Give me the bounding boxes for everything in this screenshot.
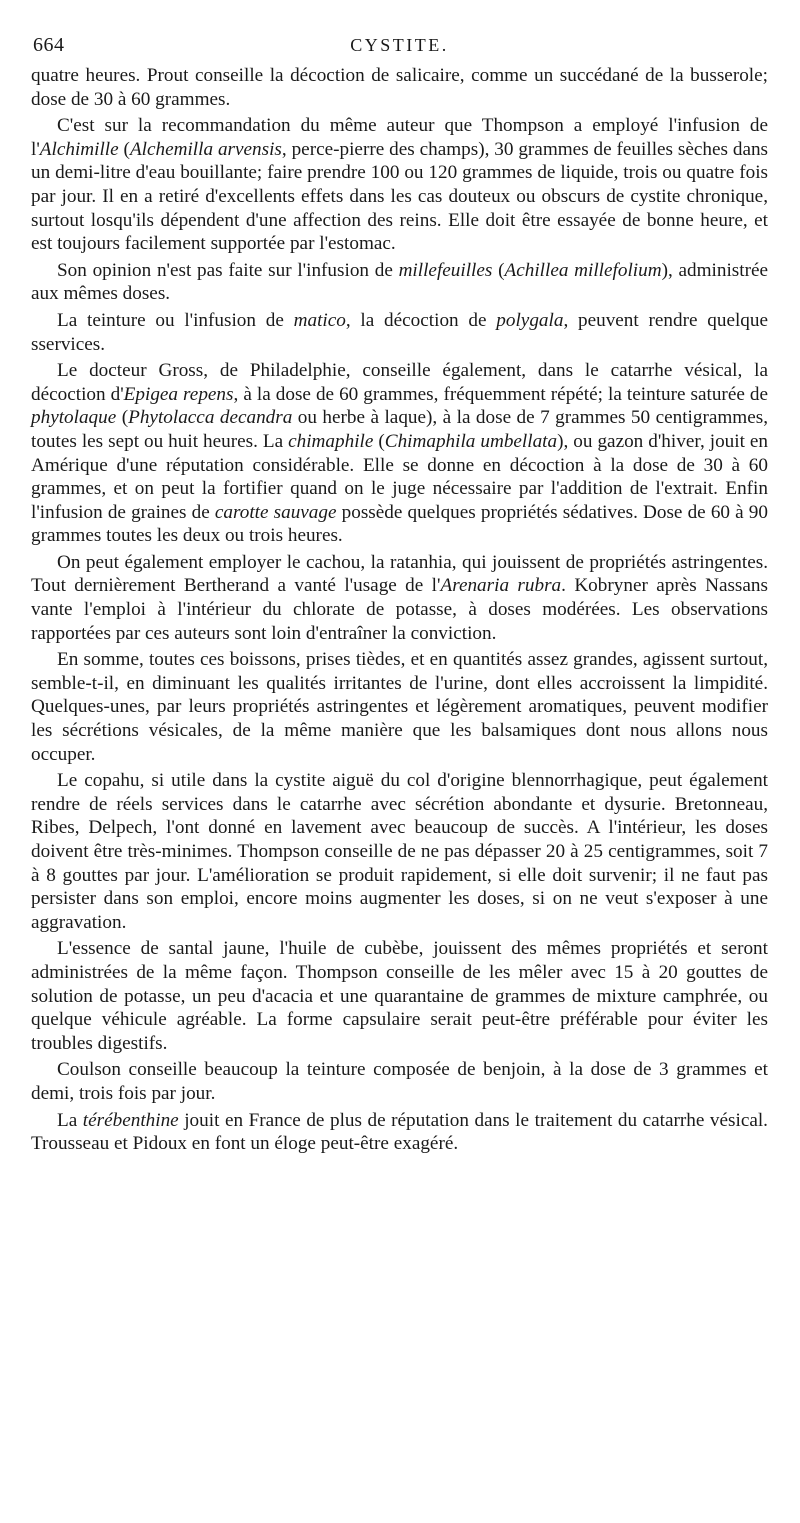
paragraph <box>31 64 768 111</box>
italic-term: Achillea millefolium <box>504 259 662 281</box>
text-run: En somme, toutes ces boissons, prises tièdes, et en quantités assez grandes, agissent surtout, semble-t-il, en diminuant les qualités irritantes de l'urine, dont elles accroissent la limpidité. Quelques-unes, par leurs propriétés astringentes et légèrement aromatiques, peuvent modifier les sécrétions vésicales, de la même manière que les balsamiques dont nous allons nous occuper. <box>31 649 768 765</box>
text-run: C'est sur la recommandation du même auteur que Thompson a employé l'infusion de l' <box>31 115 768 160</box>
paragraph <box>31 309 768 356</box>
paragraph <box>31 1058 768 1105</box>
body-text <box>31 64 768 1156</box>
text-run: Le copahu, si utile dans la cystite aiguë du col d'origine blennorrhagique, peut également rendre de réels services dans le catarrhe avec sécrétion abondante et dysurie. Bretonneau, Ribes, Delpech, l'ont donné en lavement avec beaucoup de succès. A l'intérieur, les doses doivent être très-minimes. Thompson conseille de ne pas dépasser 20 à 25 centigrammes, soit 7 à 8 gouttes par jour. L'amélioration se produit rapidement, si elle doit survenir; il ne faut pas persister dans son emploi, encore moins augmenter les doses, si on ne veut s'exposer à une aggravation. <box>31 770 768 933</box>
text-run: . Kobryner après Nassans vante l'emploi à l'intérieur du chlorate de potasse, à doses modérées. Les observations rapportées par ces auteurs sont loin d'entraîner la conviction. <box>31 575 768 644</box>
italic-term: carotte sauvage <box>214 501 337 523</box>
italic-term: matico <box>293 309 346 331</box>
text-run: ( <box>116 407 129 429</box>
text-run: La teinture ou l'infusion de <box>57 309 294 331</box>
italic-term: Epigea repens <box>123 383 234 405</box>
paragraph <box>31 259 768 306</box>
text-run: L'essence de santal jaune, l'huile de cubèbe, jouissent des mêmes propriétés et seront administrées de la même façon. Thompson conseille de les mêler avec 15 à 20 gouttes de solution de potasse, un peu d'acacia et une quarantaine de grammes de mixture camphrée, ou quelque véhicule agréable. La forme capsulaire serait peut-être préférable pour éviter les troubles digestifs. <box>31 938 768 1054</box>
paragraph <box>31 359 768 548</box>
italic-term: Phytolacca decandra <box>128 407 293 429</box>
paragraph <box>31 114 768 256</box>
italic-term: chimaphile <box>288 430 374 452</box>
text-run: , perce-pierre des champs), 30 grammes de feuilles sèches dans un demi-litre d'eau bouillante; faire prendre 100 ou 120 grammes de liquide, trois ou quatre fois par jour. Il en a retiré d'excellents effets dans les cas douteux ou obscurs de cystite chronique, surtout losqu'ils dépendent d'une affection des reins. Elle doit être essayée de bonne heure, et est toujours facilement supportée par l'estomac. <box>31 138 769 255</box>
text-run: Le docteur Gross, de Philadelphie, conseille également, dans le catarrhe vésical, la décoction d' <box>31 360 768 405</box>
text-run: Coulson conseille beaucoup la teinture composée de benjoin, à la dose de 3 grammes et demi, trois fois par jour. <box>31 1059 768 1104</box>
running-title: CYSTITE. <box>350 35 449 55</box>
italic-term: Alchemilla arvensis <box>129 138 282 160</box>
paragraph <box>31 648 768 766</box>
italic-term: phytolaque <box>31 407 117 429</box>
text-run: La <box>57 1109 83 1131</box>
text-run: ), administrée aux mêmes doses. <box>31 259 769 305</box>
text-run: jouit en France de plus de réputation dans le traitement du catarrhe vésical. Trousseau et Pidoux en font un éloge peut-être exagéré. <box>31 1109 768 1155</box>
text-run: quatre heures. Prout conseille la décoction de salicaire, comme un succédané de la busserole; dose de 30 à 60 grammes. <box>31 65 768 110</box>
paragraph <box>31 937 768 1055</box>
text-run: ou herbe à laque), à la dose de 7 grammes 50 centigrammes, toutes les sept ou huit heures. La <box>31 407 768 452</box>
paragraph <box>31 769 768 934</box>
text-run: , à la dose de 60 grammes, fréquemment répété; la teinture saturée de <box>233 383 768 405</box>
paragraph <box>31 551 768 645</box>
page-number: 664 <box>33 34 65 56</box>
text-run: ), ou gazon d'hiver, jouit en Amérique d'une réputation considérable. Elle se donne en décoction à la dose de 30 à 60 grammes, et on peut la fortifier quand on le juge nécessaire par l'addition de l'extrait. Enfin l'infusion de graines de <box>31 430 769 523</box>
text-run: ( <box>492 259 505 281</box>
text-run: On peut également employer le cachou, la ratanhia, qui jouissent de propriétés astringentes. Tout dernièrement Bertherand a vanté l'usage de l' <box>31 551 768 597</box>
text-run: ( <box>118 138 130 160</box>
text-run: possède quelques propriétés sédatives. Dose de 60 à 90 grammes toutes les deux ou trois heures. <box>31 501 768 547</box>
text-run: , peuvent rendre quelque sservices. <box>31 309 768 355</box>
page-header <box>31 24 768 64</box>
text-run: , la décoction de <box>345 309 497 331</box>
text-run: ( <box>373 430 385 452</box>
italic-term: Arenaria rubra <box>440 575 562 597</box>
italic-term: Alchimille <box>39 138 119 160</box>
paragraph <box>31 1109 768 1156</box>
italic-term: Chimaphila umbellata <box>384 430 558 452</box>
text-run: Son opinion n'est pas faite sur l'infusion de <box>57 259 399 281</box>
italic-term: polygala <box>496 309 564 331</box>
italic-term: térébenthine <box>82 1109 179 1131</box>
italic-term: millefeuilles <box>398 259 493 281</box>
